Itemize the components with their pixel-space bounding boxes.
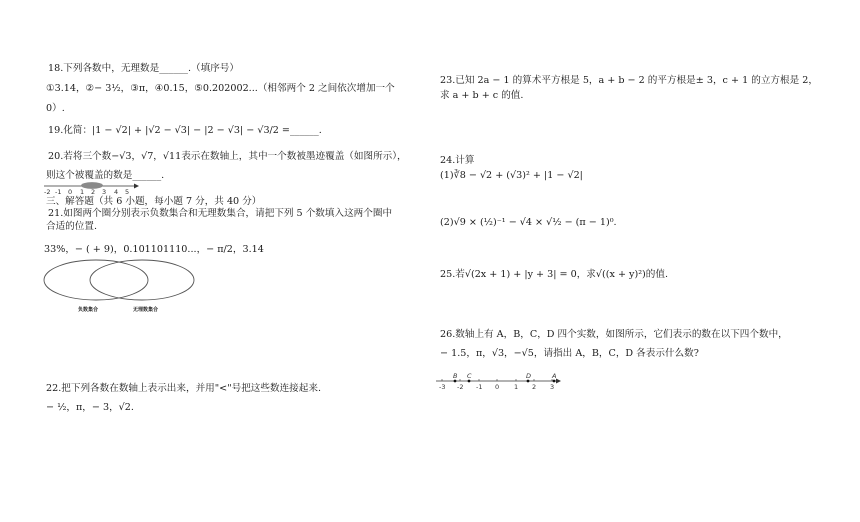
q20-tick-labels [44, 188, 129, 196]
q26-line-2: − 1.5，π，√3，−√5，请指出 A，B，C，D 各表示什么数? [440, 348, 699, 359]
venn-irrational-label: 无理数集合 [133, 307, 159, 313]
q19-question: 19.化简：|1 − √2| + |√2 − √3| − |2 − √3| − √3/2 =______. [48, 125, 322, 136]
q18-line-3: 0）. [46, 103, 65, 114]
q26-number-line [436, 372, 566, 392]
q24-title: 24.计算 [440, 155, 475, 166]
point-b [454, 380, 457, 383]
q25-question: 25.若√(2x + 1) + |y + 3| = 0，求√((x + y)²)的值. [440, 269, 669, 280]
point-b-label: B [453, 372, 458, 380]
q21-line-1: 21.如图两个圈分别表示负数集合和无理数集合，请把下列 5 个数填入这两个圈中 [48, 208, 393, 219]
q20-tick-label: 2 [91, 188, 96, 196]
q21-numbers: 33%，− ( + 9)，0.101101110...，− π/2，3.14 [44, 244, 264, 255]
q26-tick-label: -3 [439, 383, 446, 391]
q20-tick-label: 1 [80, 188, 85, 196]
q26-tick-label: 3 [550, 383, 555, 391]
q18-line-2: ①3.14，②− 3½，③π，④0.15，⑤0.202002...（相邻两个 2 之间依次增加一个 [46, 83, 395, 94]
q26-tick-label: 0 [495, 383, 500, 391]
q20-line-1: 20.若将三个数−√3，√7，√11表示在数轴上，其中一个数被墨迹覆盖（如图所示）， [48, 151, 407, 162]
q20-tick-label: 4 [114, 188, 119, 196]
q20-tick-label: -1 [55, 188, 62, 196]
q22-line-1: 22.把下列各数在数轴上表示出来，并用"<"号把这些数连接起来. [46, 383, 322, 394]
q26-tick-labels [439, 383, 554, 391]
section-3-heading: 三、解答题（共 6 小题，每小题 7 分，共 40 分） [46, 196, 262, 207]
venn-diagram [44, 258, 204, 318]
point-c-label: C [467, 372, 472, 380]
q20-line-2: 则这个被覆盖的数是______. [46, 170, 165, 181]
irrational-set-circle [90, 260, 194, 300]
point-c [468, 380, 471, 383]
q26-tick-label: -1 [476, 383, 483, 391]
q23-line-1: 23.已知 2a − 1 的算术平方根是 5，a + b − 2 的平方根是± 3，c + 1 的立方根是 2， [440, 75, 818, 86]
q24-part-2: (2)√9 × (½)⁻¹ − √4 × √½ − (π − 1)⁰. [440, 217, 617, 228]
q20-tick-label: -2 [44, 188, 51, 196]
q26-line-1: 26.数轴上有 A，B，C，D 四个实数，如图所示，它们表示的数在以下四个数中， [440, 329, 788, 340]
point-d-label: D [526, 372, 532, 380]
point-a [553, 380, 556, 383]
q22-line-2: − ½，π，− 3，√2. [46, 402, 134, 413]
q21-line-2: 合适的位置. [46, 221, 98, 232]
q24-part-1: (1)∛8 − √2 + (√3)² + |1 − √2| [440, 170, 583, 181]
q26-tick-label: -2 [457, 383, 464, 391]
venn-negative-label: 负数集合 [78, 307, 99, 313]
q20-number-line [44, 182, 144, 196]
negative-set-circle [44, 260, 148, 300]
q26-tick-label: 1 [514, 383, 519, 391]
q23-line-2: 求 a + b + c 的值. [440, 90, 524, 101]
q20-tick-label: 3 [102, 188, 107, 196]
point-a-label: A [552, 372, 557, 380]
q20-tick-label: 5 [125, 188, 130, 196]
q20-tick-label: 0 [68, 188, 73, 196]
q18-line-1: 18.下列各数中，无理数是______.（填序号） [48, 63, 239, 74]
q26-tick-label: 2 [532, 383, 537, 391]
point-d [527, 380, 530, 383]
